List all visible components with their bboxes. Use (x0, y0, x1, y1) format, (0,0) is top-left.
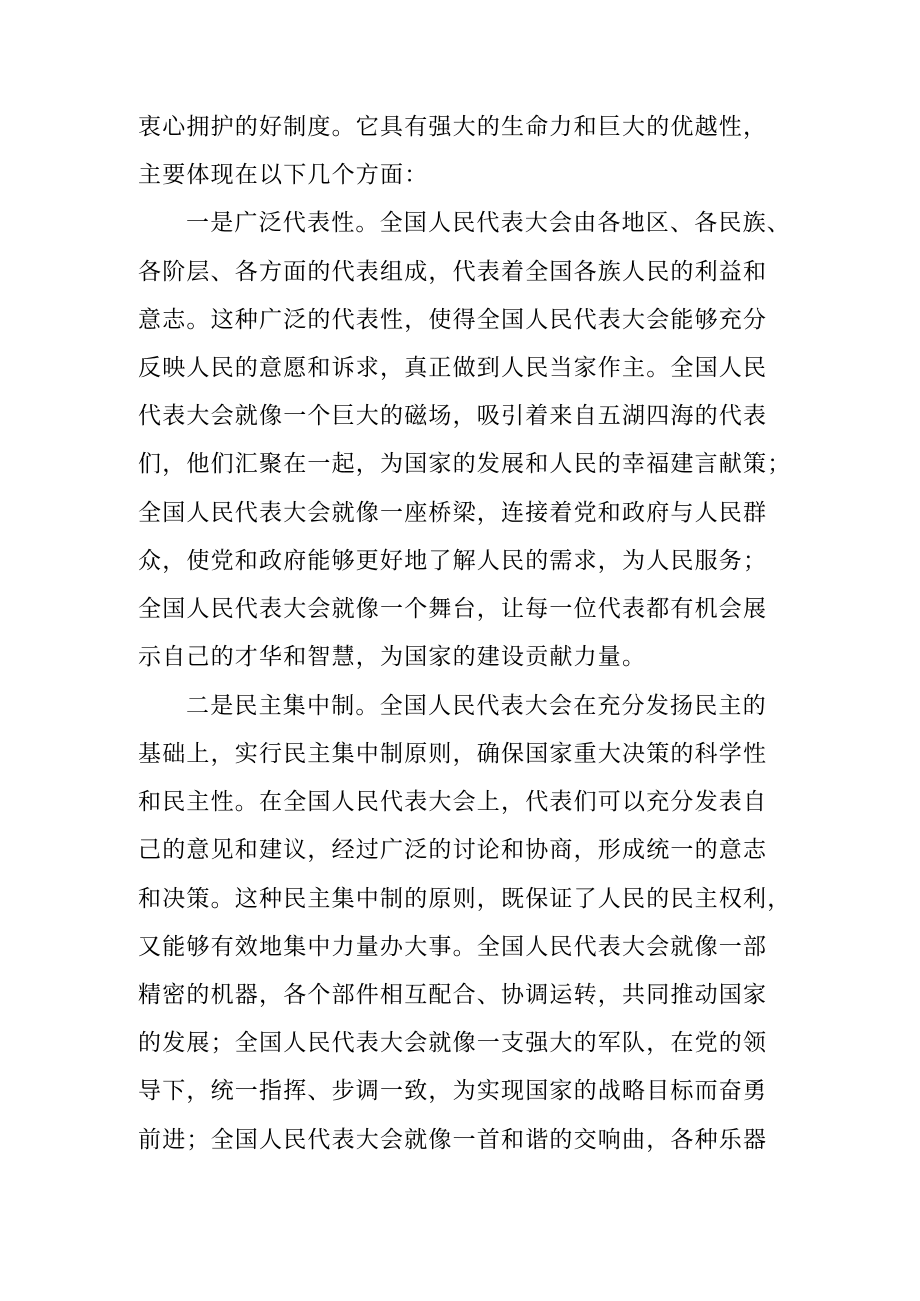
text-line: 各阶层、各方面的代表组成，代表着全国各族人民的利益和 (138, 259, 768, 285)
text-line: 全国人民代表大会就像一个舞台，让每一位代表都有机会展 (138, 596, 768, 622)
text-line: 反映人民的意愿和诉求，真正做到人民当家作主。全国人民 (138, 355, 768, 381)
text-line: 主要体现在以下几个方面： (138, 162, 429, 188)
text-line: 示自己的才华和智慧，为国家的建设贡献力量。 (138, 644, 647, 670)
text-line: 又能够有效地集中力量办大事。全国人民代表大会就像一部 (138, 934, 768, 960)
paragraph-start-line: 一是广泛代表性。全国人民代表大会由各地区、各民族、 (186, 210, 791, 236)
text-line: 众，使党和政府能够更好地了解人民的需求，为人民服务； (138, 548, 768, 574)
text-line: 和决策。这种民主集中制的原则，既保证了人民的民主权利， (138, 886, 792, 912)
text-line: 前进；全国人民代表大会就像一首和谐的交响曲，各种乐器 (138, 1127, 768, 1153)
text-line: 的发展；全国人民代表大会就像一支强大的军队，在党的领 (138, 1030, 768, 1056)
text-line: 意志。这种广泛的代表性，使得全国人民代表大会能够充分 (138, 307, 768, 333)
text-line: 衷心拥护的好制度。它具有强大的生命力和巨大的优越性， (138, 114, 768, 140)
text-line: 代表大会就像一个巨大的磁场，吸引着来自五湖四海的代表 (138, 403, 768, 429)
text-line: 精密的机器，各个部件相互配合、协调运转，共同推动国家 (138, 982, 768, 1008)
text-line: 基础上，实行民主集中制原则，确保国家重大决策的科学性 (138, 741, 768, 767)
text-line: 导下，统一指挥、步调一致，为实现国家的战略目标而奋勇 (138, 1078, 768, 1104)
text-line: 己的意见和建议，经过广泛的讨论和协商，形成统一的意志 (138, 837, 768, 863)
text-line: 全国人民代表大会就像一座桥梁，连接着党和政府与人民群 (138, 500, 768, 526)
text-line: 们，他们汇聚在一起，为国家的发展和人民的幸福建言献策； (138, 451, 792, 477)
paragraph-start-line: 二是民主集中制。全国人民代表大会在充分发扬民主的 (186, 693, 767, 719)
text-line: 和民主性。在全国人民代表大会上，代表们可以充分发表自 (138, 789, 768, 815)
